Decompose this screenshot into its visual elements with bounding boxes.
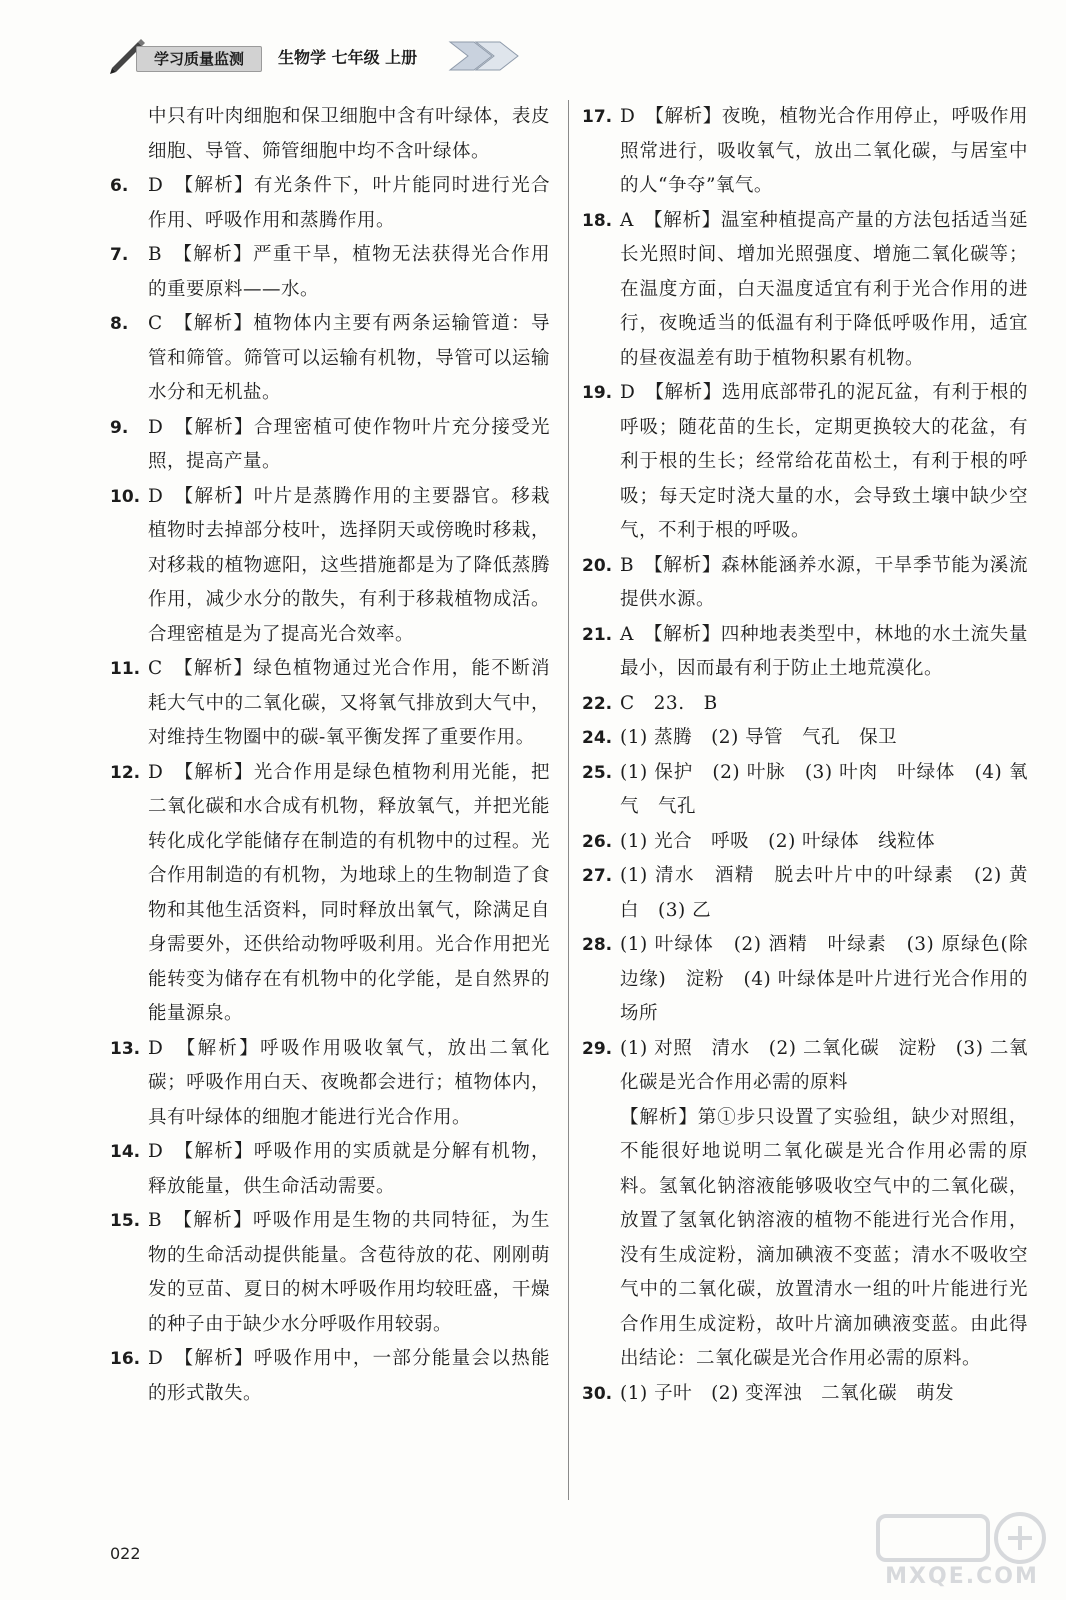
answer-item-20 (582, 549, 1028, 618)
item-text: D 【解析】合理密植可使作物叶片充分接受光照，提高产量。 (148, 416, 550, 472)
item-text: D 【解析】呼吸作用吸收氧气，放出二氧化碳；呼吸作用白天、夜晚都会进行；植物体内，具有叶绿体的细胞才能进行光合作用。 (148, 1037, 550, 1128)
double-chevron-icon (448, 36, 524, 76)
page-number: 022 (110, 1544, 141, 1563)
left-column (110, 100, 550, 1411)
item-number: 9. (110, 417, 129, 438)
item-text: D 【解析】选用底部带孔的泥瓦盆，有利于根的呼吸；随花苗的生长，定期更换较大的花盆，有利于根的生长；经常给花苗松土，有利于根的呼吸；每天定时浇大量的水，会导致土壤中缺少空气，不利于根的呼吸。 (620, 382, 1028, 541)
item-text: B 【解析】森林能涵养水源，干旱季节能为溪流提供水源。 (620, 554, 1028, 610)
item-number: 8. (110, 314, 129, 334)
item-number: 18. (582, 210, 613, 231)
answer-item-26 (582, 825, 1028, 860)
item-text: D 【解析】呼吸作用的实质就是分解有机物，释放能量，供生命活动需要。 (148, 1141, 550, 1197)
item-number: 17. (582, 107, 613, 127)
item-text: C 23. B (620, 692, 718, 714)
answer-item-8 (110, 307, 550, 411)
answer-item-19 (582, 376, 1028, 549)
answer-item-30 (582, 1377, 1028, 1412)
column-divider (568, 100, 569, 1500)
item-number: 20. (582, 555, 613, 576)
item-text: D 【解析】呼吸作用中，一部分能量会以热能的形式散失。 (148, 1348, 550, 1404)
item-text: A 【解析】四种地表类型中，林地的水土流失量最小，因而最有利于防止土地荒漠化。 (620, 623, 1028, 679)
analysis-29: 【解析】第①步只设置了实验组，缺少对照组，不能很好地说明二氧化碳是光合作用必需的原料。氢氧化钠溶液能够吸收空气中的二氧化碳，放置了氢氧化钠溶液的植物不能进行光合作用，没有生成淀粉，滴加碘液不变蓝；清水不吸收空气中的二氧化碳，放置清水一组的叶片能进行光合作用生成淀粉，故叶片滴加碘液变蓝。由此得出结论：二氧化碳是光合作用必需的原料。 (620, 1106, 1028, 1369)
item-number: 25. (582, 762, 613, 783)
answer-item-13 (110, 1032, 550, 1136)
answer-item-29 (582, 1032, 1028, 1101)
item-number: 12. (110, 762, 141, 783)
answer-item-7 (110, 238, 550, 307)
series-title: 学习质量监测 (136, 46, 262, 72)
continued-answer: 中只有叶肉细胞和保卫细胞中含有叶绿体，表皮细胞、导管、筛管细胞中均不含叶绿体。 (148, 106, 550, 162)
answer-item-6 (110, 169, 550, 238)
item-text: (1) 保护 (2) 叶脉 (3) 叶肉 叶绿体 (4) 氧气 气孔 (620, 761, 1028, 817)
item-number: 11. (110, 659, 141, 679)
item-text: (1) 光合 呼吸 (2) 叶绿体 线粒体 (620, 830, 936, 852)
answer-item-12 (110, 756, 550, 1032)
item-number: 26. (582, 831, 613, 852)
answer-item-14 (110, 1135, 550, 1204)
answer-item-16 (110, 1342, 550, 1411)
item-number: 14. (110, 1142, 141, 1162)
answer-item-21 (582, 618, 1028, 687)
item-number: 30. (582, 1383, 613, 1404)
item-text: B 【解析】呼吸作用是生物的共同特征，为生物的生命活动提供能量。含苞待放的花、刚刚萌发的豆苗、夏日的树木呼吸作用均较旺盛，干燥的种子由于缺少水分呼吸作用较弱。 (148, 1210, 550, 1335)
answer-item-11 (110, 652, 550, 756)
item-number: 28. (582, 935, 613, 955)
watermark-url: MXQE.COM (885, 1564, 1039, 1589)
item-number: 13. (110, 1038, 141, 1059)
item-number: 24. (582, 728, 613, 748)
item-number: 29. (582, 1038, 613, 1059)
item-number: 6. (110, 176, 129, 196)
item-number: 19. (582, 383, 613, 403)
item-text: (1) 子叶 (2) 变浑浊 二氧化碳 萌发 (620, 1382, 955, 1404)
item-text: C 【解析】植物体内主要有两条运输管道：导管和筛管。筛管可以运输有机物，导管可以运输水分和无机盐。 (148, 313, 550, 403)
answer-item-25 (582, 756, 1028, 825)
answer-item-10 (110, 480, 550, 653)
right-column (582, 100, 1028, 1411)
item-text: C 【解析】绿色植物通过光合作用，能不断消耗大气中的二氧化碳，又将氧气排放到大气中，对维持生物圈中的碳-氧平衡发挥了重要作用。 (148, 658, 550, 748)
subject-title: 生物学 七年级 上册 (278, 48, 418, 67)
item-text: (1) 清水 酒精 脱去叶片中的叶绿素 (2) 黄白 (3) 乙 (620, 865, 1028, 921)
answer-item-18 (582, 204, 1028, 377)
watermark-logo (872, 1508, 1052, 1594)
answer-item-9 (110, 411, 550, 480)
running-header (108, 34, 538, 80)
item-number: 21. (582, 624, 613, 645)
item-text: D 【解析】夜晚，植物光合作用停止，呼吸作用照常进行，吸收氧气，放出二氧化碳，与居室中的人“争夺”氧气。 (620, 106, 1028, 196)
item-number: 10. (110, 486, 141, 507)
item-text: (1) 蒸腾 (2) 导管 气孔 保卫 (620, 727, 898, 748)
item-number: 16. (110, 1349, 141, 1369)
watermark-seal-icon (872, 1508, 1052, 1568)
item-text: A 【解析】温室种植提高产量的方法包括适当延长光照时间、增加光照强度、增施二氧化碳等；在温度方面，白天温度适宜有利于光合作用的进行，夜晚适当的低温有利于降低呼吸作用，适宜的昼夜温差有助于植物积累有机物。 (620, 209, 1028, 369)
answer-item-24 (582, 721, 1028, 756)
answer-item-27 (582, 859, 1028, 928)
item-text: D 【解析】叶片是蒸腾作用的主要器官。移栽植物时去掉部分枝叶，选择阴天或傍晚时移栽，对移栽的植物遮阳，这些措施都是为了降低蒸腾作用，减少水分的散失，有利于移栽植物成活。合理密植是为了提高光合效率。 (148, 485, 550, 645)
answer-item-22 (582, 687, 1028, 722)
item-number: 27. (582, 866, 613, 886)
item-text: B 【解析】严重干旱，植物无法获得光合作用的重要原料——水。 (148, 244, 550, 300)
answer-item-15 (110, 1204, 550, 1342)
item-text: D 【解析】光合作用是绿色植物利用光能，把二氧化碳和水合成有机物，释放氧气，并把光能转化成化学能储存在制造的有机物中的过程。光合作用制造的有机物，为地球上的生物制造了食物和其他生活资料，同时释放出氧气，除满足自身需要外，还供给动物呼吸利用。光合作用把光能转变为储存在有机物中的化学能，是自然界的能量源泉。 (148, 761, 550, 1024)
item-text: (1) 对照 清水 (2) 二氧化碳 淀粉 (3) 二氧化碳是光合作用必需的原料 (620, 1037, 1028, 1093)
item-number: 15. (110, 1211, 141, 1231)
item-text: (1) 叶绿体 (2) 酒精 叶绿素 (3) 原绿色(除边缘) 淀粉 (4) 叶绿体是叶片进行光合作用的场所 (620, 934, 1028, 1024)
answer-item-28 (582, 928, 1028, 1032)
item-number: 22. (582, 693, 613, 714)
answer-item-17 (582, 100, 1028, 204)
item-number: 7. (110, 245, 129, 265)
item-text: D 【解析】有光条件下，叶片能同时进行光合作用、呼吸作用和蒸腾作用。 (148, 175, 550, 231)
